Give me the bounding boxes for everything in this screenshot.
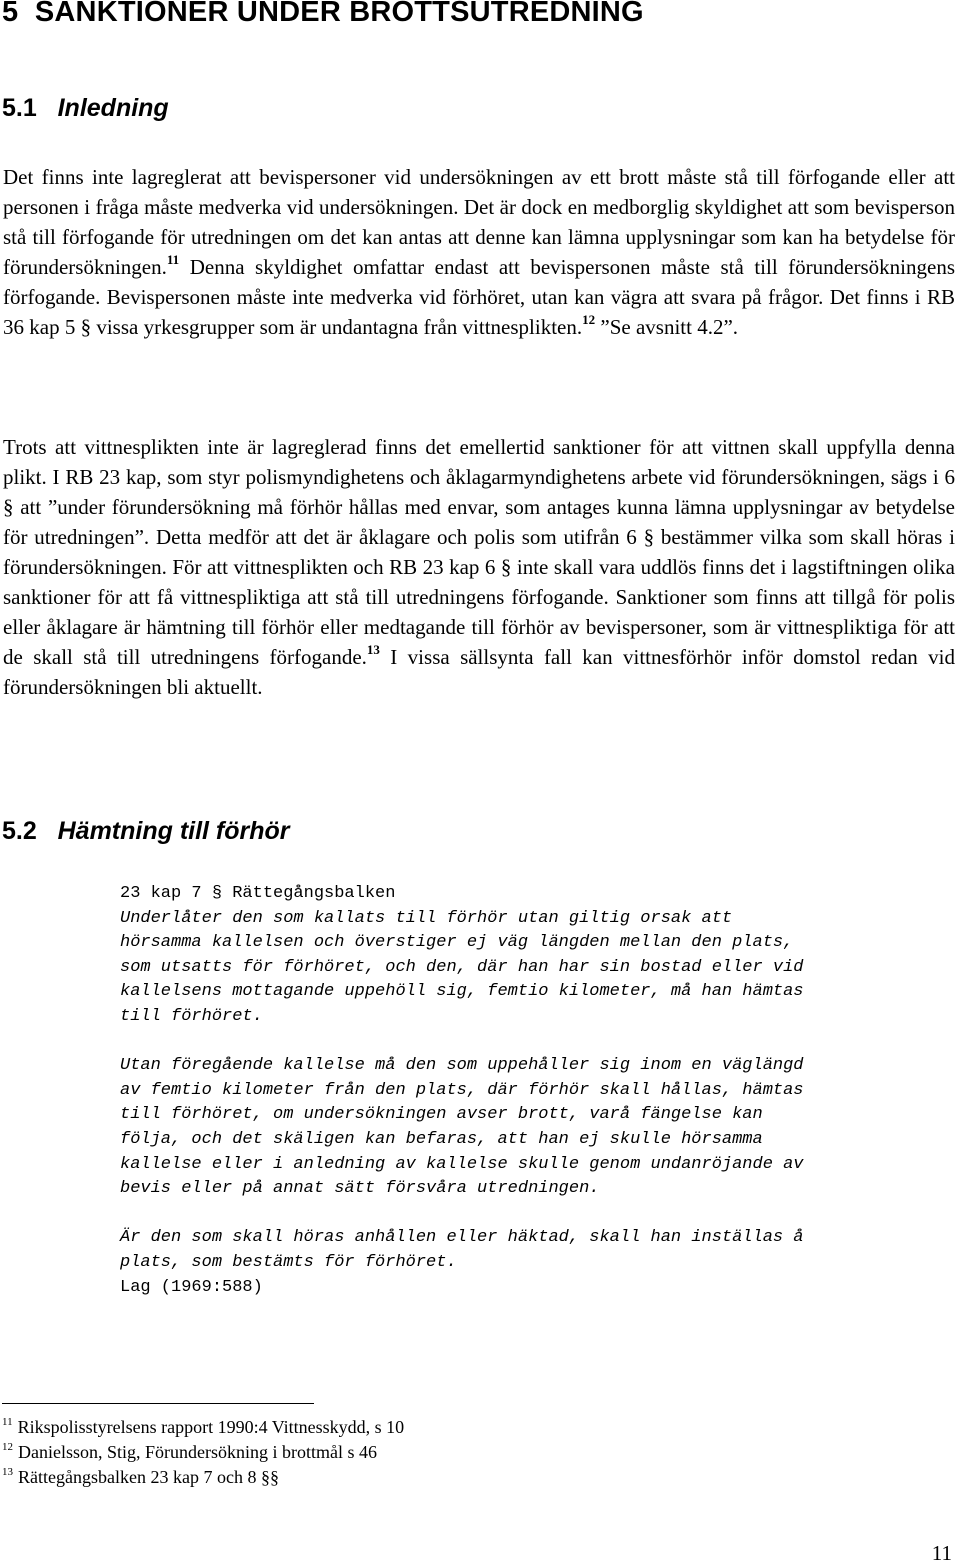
paragraph-text: Trots att vittnesplikten inte är lagreglerad finns det emellertid sanktioner för att vittnen skall uppfylla denna plikt. I RB 23 kap, som styr polismyndighetens och åklagarmyndighetens arbete vid förundersökningen, sägs i 6 § att ”under förundersökning må förhör hållas med envar, som antages kunna lämna upplysningar av betydelse för utredningen”. Detta medför att det är åklagare och polis som utifrån 6 § bestämmer vilka som skall höras i förundersökningen. För att vittnesplikten och RB 23 kap 6 § inte skall vara uddlös finns det i lagstiftningen olika sanktioner för att få vittnespliktiga att stå till utredningens förfogande. Sanktioner som finns att tillgå för polis eller åklagare är hämtning till förhör eller medtagande till förhör av bevispersoner, som är vittnespliktiga för att de skall stå till utredningens förfogande. (3, 435, 955, 669)
footnote-ref[interactable]: 12 (582, 312, 596, 327)
statute-paragraph: Utan föregående kallelse må den som uppehåller sig inom en väglängd av femtio kilometer från den plats, där förhör skall hållas, hämtas till förhöret, om undersökningen avser brott, varå fängelse kan följa, och det skäligen kan befaras, att han ej skulle hörsamma kallelse eller i anledning av kallelse skulle genom undanröjande av bevis eller på annat sätt försvåra utredningen. (120, 1056, 804, 1199)
paragraph-sanctions (3, 432, 955, 702)
footnote-number: 13 (2, 1466, 13, 1478)
footnote-ref[interactable]: 11 (166, 252, 180, 267)
statute-reference: Lag (1969:588) (120, 1277, 263, 1297)
statute-quote (120, 882, 820, 1300)
footnotes (2, 1415, 404, 1490)
page-number: 11 (931, 1541, 952, 1565)
footnote (2, 1440, 404, 1465)
paragraph-text: I vissa sällsynta fall kan vittnesförhör inför domstol redan vid förundersökningen bli aktuellt. (3, 645, 955, 699)
paragraph-text: Denna skyldighet omfattar endast att bevispersonen måste stå till förundersökningens förfogande. Bevispersonen måste inte medverka vid förhöret, utan kan vägra att svara på frågor. Det finns i RB 36 kap 5 § vissa yrkesgrupper som är undantagna från vittnesplikten. (3, 255, 955, 339)
section-heading-5-1 (2, 94, 169, 123)
section-number: 5.1 (2, 94, 37, 122)
section-title: Hämtning till förhör (57, 817, 290, 845)
statute-paragraph: Är den som skall höras anhållen eller häktad, skall han inställas å plats, som bestämts för förhöret. (120, 1228, 804, 1272)
section-number: 5.2 (2, 817, 37, 845)
footnote-text: Rättegångsbalken 23 kap 7 och 8 §§ (18, 1467, 279, 1487)
footnote (2, 1415, 404, 1440)
statute-paragraph: Underlåter den som kallats till förhör utan giltig orsak att hörsamma kallelsen och överstiger ej väg längden mellan den plats, som utsatts för förhöret, och den, där han har sin bostad eller vid kallelsens mottagande uppehöll sig, femtio kilometer, må han hämtas till förhöret. (120, 908, 804, 1026)
footnote-separator (2, 1403, 314, 1404)
section-heading-5-2 (2, 817, 290, 846)
paragraph-intro (3, 162, 955, 342)
footnote-number: 11 (2, 1416, 13, 1428)
paragraph-text: Det finns inte lagreglerat att bevispersoner vid undersökningen av ett brott måste stå till förfogande eller att personen i fråga måste medverka vid undersökningen. Det är dock en medborglig skyldighet att som bevisperson stå till förfogande för utredningen om det kan antas att denne kan lämna upplysningar som kan ha betydelse för förundersökningen. (3, 165, 955, 279)
footnote-ref[interactable]: 13 (366, 642, 380, 657)
footnote-text: Rikspolisstyrelsens rapport 1990:4 Vittnesskydd, s 10 (17, 1417, 405, 1437)
footnote-text: Danielsson, Stig, Förundersökning i brottmål s 46 (18, 1442, 377, 1462)
chapter-number: 5 (2, 0, 19, 28)
footnote (2, 1465, 404, 1490)
section-title: Inledning (57, 94, 169, 122)
paragraph-text: ”Se avsnitt 4.2”. (595, 315, 739, 339)
statute-title: 23 kap 7 § Rättegångsbalken (120, 884, 396, 903)
chapter-heading (2, 0, 644, 29)
footnote-number: 12 (2, 1441, 13, 1453)
chapter-title: SANKTIONER UNDER BROTTSUTREDNING (34, 0, 644, 28)
